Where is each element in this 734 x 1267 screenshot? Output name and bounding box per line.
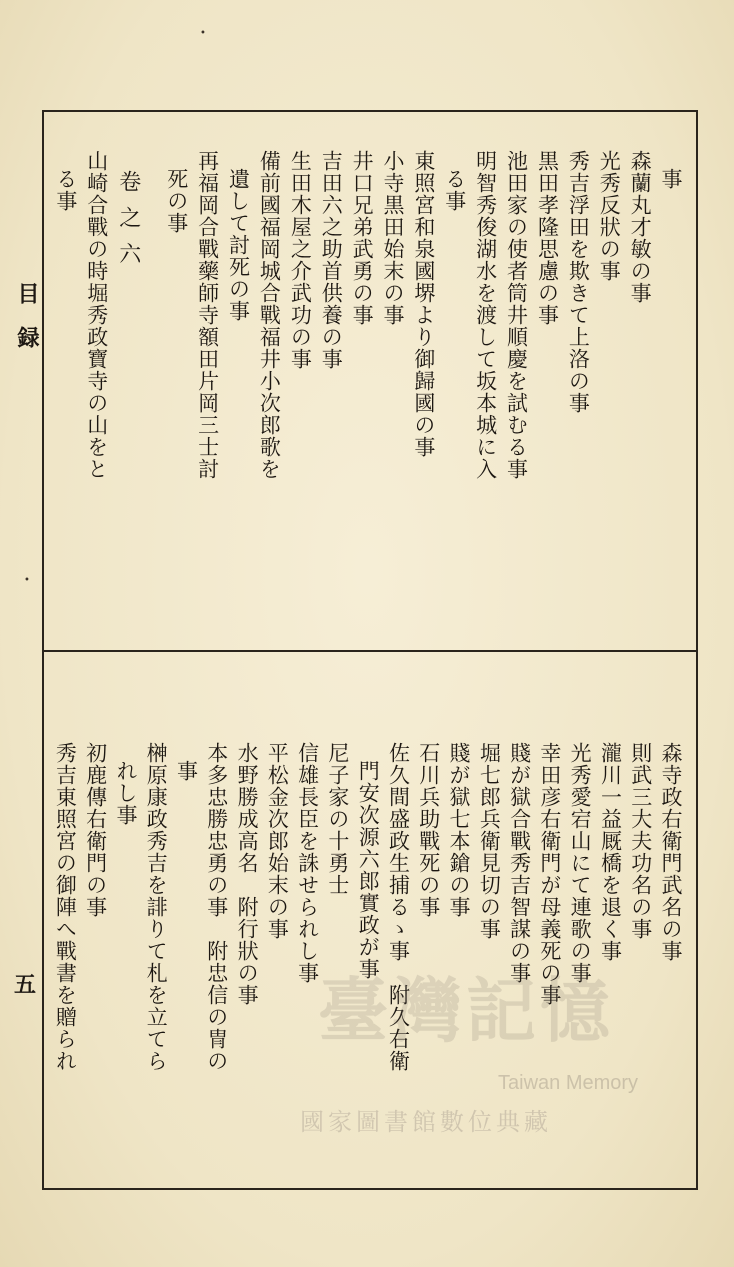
toc-entry-title: 堀七郎兵衛見切の事 <box>477 742 502 940</box>
toc-entry <box>355 742 385 1152</box>
toc-entry-title: れし事 <box>113 760 138 826</box>
toc-entry-title: 光秀反狀の事 <box>597 150 622 282</box>
chapter-heading-text: 卷之六 <box>115 170 141 278</box>
toc-entry <box>204 742 234 1152</box>
toc-entry-title: 水野勝成高名 附行狀の事 <box>235 742 260 1006</box>
toc-entry-title: 森蘭丸才敏の事 <box>628 150 653 304</box>
toc-entry-title: 東照宮和泉國堺より御歸國の事 <box>411 150 436 458</box>
toc-entry-title: 井口兄弟武勇の事 <box>350 150 375 326</box>
toc-entry <box>194 150 225 640</box>
toc-entry-title: 事 <box>659 168 683 190</box>
toc-entry <box>534 150 565 640</box>
toc-entry <box>113 742 143 1152</box>
toc-entry-title: 則武三大夫功名の事 <box>628 742 653 940</box>
toc-entry <box>286 150 317 640</box>
chapter-heading <box>114 150 145 640</box>
toc-entry-title: 瀧川一益厩橋を退く事 <box>598 742 623 962</box>
toc-entry-title: 秀吉東照宮の御陣へ戰書を贈られ <box>53 742 78 1072</box>
toc-entry <box>595 150 626 640</box>
toc-entry <box>379 150 410 640</box>
toc-entry <box>317 150 348 640</box>
toc-entry <box>441 150 472 640</box>
toc-entry-title: 池田家の使者筒井順慶を試むる事 <box>504 150 529 480</box>
toc-entry <box>52 150 83 640</box>
toc-entry-title: 門安次源六郎實政が事 <box>356 760 381 980</box>
toc-entry-title: 本多忠勝忠勇の事 附忠信の冑の <box>204 742 229 1072</box>
toc-entry <box>234 742 264 1152</box>
toc-entry-title: 森寺政右衛門武名の事 <box>659 742 683 962</box>
toc-entry-title: 吉田六之助首供養の事 <box>319 150 344 370</box>
toc-entry-title: 事 <box>174 760 199 782</box>
toc-entry <box>503 150 534 640</box>
section-divider <box>42 650 698 652</box>
toc-entry-title: 再福岡合戰藥師寺額田片岡三士討 <box>195 150 220 480</box>
ink-speck: • <box>200 28 206 39</box>
toc-entry <box>385 742 415 1152</box>
toc-entry <box>446 742 476 1152</box>
toc-entry-title: 黒田孝隆思慮の事 <box>535 150 560 326</box>
toc-entry <box>82 742 112 1152</box>
watermark-text: 臺灣記憶 <box>318 969 614 1052</box>
watermark-bar: 國家圖書館數位典藏 <box>300 1108 552 1136</box>
toc-entry <box>143 742 173 1152</box>
toc-entry <box>163 150 194 640</box>
side-title: 目録 <box>14 282 40 370</box>
toc-entry-title: る事 <box>53 168 78 212</box>
toc-entry <box>657 150 688 640</box>
watermark-subtitle: Taiwan Memory <box>498 1072 639 1094</box>
toc-entry-title: 賤が獄七本鎗の事 <box>447 742 472 918</box>
toc-entry-title: 小寺黒田始末の事 <box>380 150 405 326</box>
toc-entry <box>472 150 503 640</box>
toc-entry-title: 平松金次郎始末の事 <box>265 742 290 940</box>
blank-column <box>145 150 163 640</box>
toc-entry <box>325 742 355 1152</box>
toc-entry <box>410 150 441 640</box>
toc-upper-section <box>52 150 688 640</box>
toc-entry-title: 生田木屋之介武功の事 <box>288 150 313 370</box>
toc-entry-title: 秀吉浮田を欺きて上洛の事 <box>566 150 591 414</box>
toc-entry <box>264 742 294 1152</box>
toc-entry <box>83 150 114 640</box>
toc-entry-title: 佐久間盛政生捕るゝ事 附久右衛 <box>386 742 411 1072</box>
toc-entry-title: 賤が獄合戰秀吉智謀の事 <box>507 742 532 984</box>
toc-entry-title: 幸田彦右衛門が母義死の事 <box>537 742 562 1006</box>
toc-entry-title: 初鹿傳右衛門の事 <box>83 742 108 918</box>
toc-entry <box>658 742 688 1152</box>
toc-entry-title: る事 <box>442 168 467 212</box>
toc-entry-title: 尼子家の十勇士 <box>325 742 350 896</box>
toc-entry-title: 光秀愛宕山にて連歌の事 <box>568 742 593 984</box>
toc-entry <box>564 150 595 640</box>
toc-entry-title: 石川兵助戰死の事 <box>416 742 441 918</box>
folio-number: 五 <box>14 972 37 998</box>
toc-entry-title: 榊原康政秀吉を誹りて札を立てら <box>144 742 169 1072</box>
toc-entry-title: 信雄長臣を誅せられし事 <box>295 742 320 984</box>
toc-entry-title: 備前國福岡城合戰福井小次郎歌を <box>257 150 282 480</box>
toc-entry <box>415 742 445 1152</box>
toc-entry-title: 明智秀俊湖水を渡して坂本城に入 <box>473 150 498 480</box>
toc-entry <box>348 150 379 640</box>
toc-entry-title: 死の事 <box>164 168 189 234</box>
toc-entry <box>256 150 287 640</box>
toc-upper-columns <box>52 150 688 640</box>
toc-entry-title: 遺して討死の事 <box>226 168 251 322</box>
toc-entry-title: 山崎合戰の時堀秀政寶寺の山をと <box>84 150 109 480</box>
toc-entry <box>225 150 256 640</box>
toc-entry <box>626 150 657 640</box>
toc-entry <box>173 742 203 1152</box>
ink-speck: • <box>24 575 30 586</box>
toc-entry <box>294 742 324 1152</box>
toc-entry <box>52 742 82 1152</box>
